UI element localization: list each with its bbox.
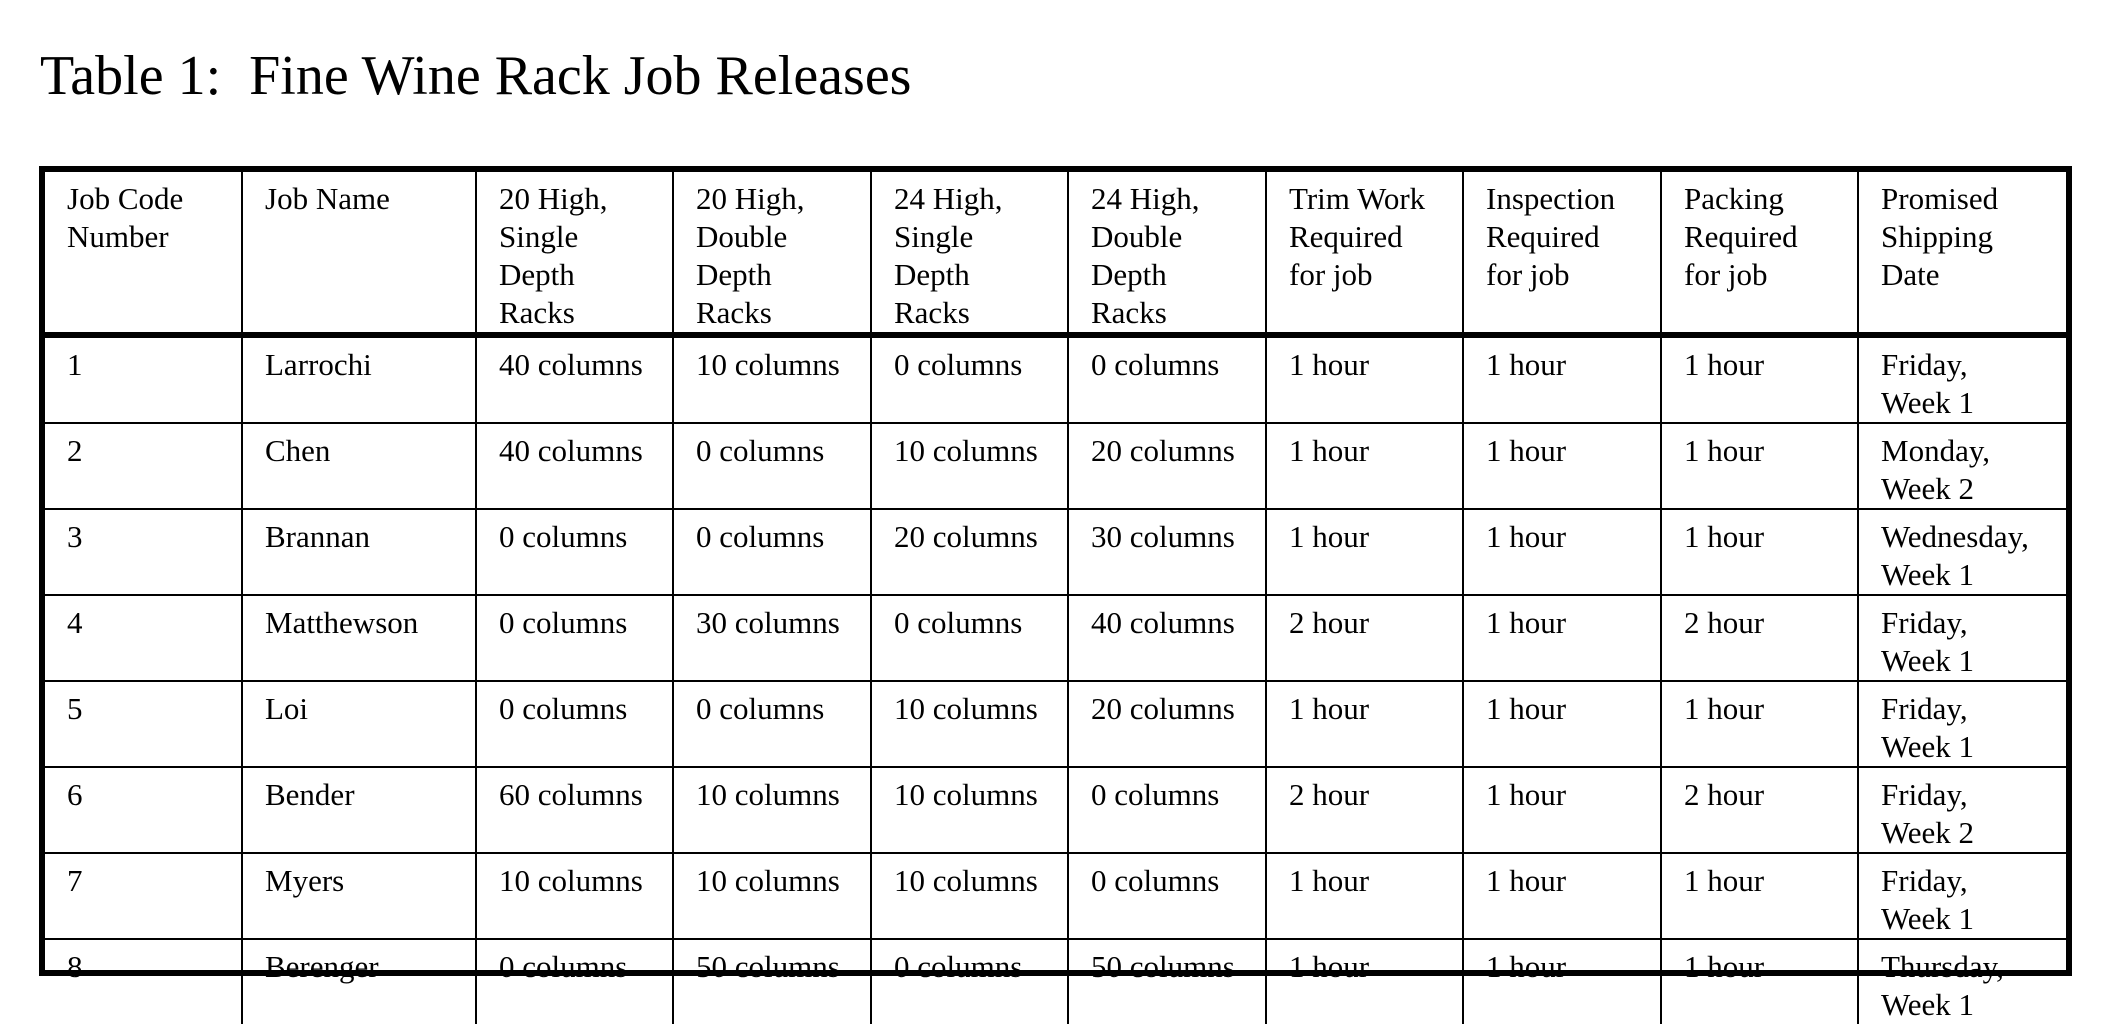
table-cell: 1 hour [1661,335,1858,423]
column-header: Inspection Required for job [1463,172,1661,335]
table-cell: 30 columns [1068,509,1266,595]
table-cell: 40 columns [476,335,673,423]
column-header: Packing Required for job [1661,172,1858,335]
table-cell: 0 columns [673,681,871,767]
column-header: Promised Shipping Date [1858,172,2066,335]
table-cell: Friday, Week 1 [1858,595,2066,681]
table-cell: 20 columns [1068,423,1266,509]
table-cell: 1 hour [1463,681,1661,767]
table-cell: Myers [242,853,476,939]
table-cell: 10 columns [673,335,871,423]
table-row [45,767,2066,853]
table-cell: 0 columns [476,509,673,595]
table-cell: 3 [45,509,242,595]
table-cell: 2 hour [1661,595,1858,681]
table-row [45,335,2066,423]
table-cell: 2 hour [1661,767,1858,853]
page-title: Table 1: Fine Wine Rack Job Releases [40,45,912,107]
column-header: Job Code Number [45,172,242,335]
job-releases-table-frame [39,166,2072,1022]
table-cell: 1 hour [1266,335,1463,423]
table-cell: 4 [45,595,242,681]
table-cell: 1 hour [1661,853,1858,939]
table-row [45,681,2066,767]
table-cell: Monday, Week 2 [1858,423,2066,509]
table-cell: Larrochi [242,335,476,423]
table-cell: 0 columns [1068,853,1266,939]
table-cell: 20 columns [1068,681,1266,767]
table-cell: 0 columns [476,595,673,681]
table-cell: 50 columns [1068,939,1266,1024]
table-cell: Friday, Week 1 [1858,853,2066,939]
table-cell: 20 columns [871,509,1068,595]
table-cell: 40 columns [476,423,673,509]
column-header: Job Name [242,172,476,335]
table-row [45,939,2066,1024]
table-cell: Friday, Week 1 [1858,681,2066,767]
table-cell: 1 hour [1463,767,1661,853]
table-cell: Wednesday, Week 1 [1858,509,2066,595]
column-header: 24 High, Double Depth Racks [1068,172,1266,335]
table-cell: 7 [45,853,242,939]
table-cell: 10 columns [476,853,673,939]
table-cell: 1 hour [1266,509,1463,595]
table-cell: 30 columns [673,595,871,681]
table-cell: 10 columns [871,853,1068,939]
table-cell: 6 [45,767,242,853]
table-cell: 2 hour [1266,595,1463,681]
table-cell: 10 columns [871,767,1068,853]
table-cell: 1 hour [1463,595,1661,681]
table-cell: Bender [242,767,476,853]
table-cell: 8 [45,939,242,1024]
table-cell: Thursday, Week 1 [1858,939,2066,1024]
table-cell: 10 columns [673,853,871,939]
table-cell: Friday, Week 1 [1858,335,2066,423]
table-cell: 1 [45,335,242,423]
table-cell: Matthewson [242,595,476,681]
table-cell: 0 columns [476,939,673,1024]
table-cell: 2 [45,423,242,509]
table-cell: 0 columns [1068,335,1266,423]
table-cell: Berenger [242,939,476,1024]
table-cell: 1 hour [1266,939,1463,1024]
table-cell: 60 columns [476,767,673,853]
table-cell: 0 columns [476,681,673,767]
table-cell: Loi [242,681,476,767]
table-cell: 0 columns [673,509,871,595]
table-row [45,595,2066,681]
table-cell: 1 hour [1463,939,1661,1024]
table-cell: 1 hour [1266,681,1463,767]
table-cell: 1 hour [1266,853,1463,939]
table-cell: 0 columns [871,595,1068,681]
table-row [45,423,2066,509]
table-cell: 5 [45,681,242,767]
table-cell: 1 hour [1661,509,1858,595]
table-cell: 1 hour [1463,853,1661,939]
table-body [45,335,2066,1024]
table-cell: 1 hour [1266,423,1463,509]
column-header: 20 High, Single Depth Racks [476,172,673,335]
table-cell: 1 hour [1661,681,1858,767]
column-header: 20 High, Double Depth Racks [673,172,871,335]
table-cell: 1 hour [1463,423,1661,509]
table-header [45,172,2066,335]
table-cell: 40 columns [1068,595,1266,681]
table-cell: 0 columns [1068,767,1266,853]
table-cell: 10 columns [871,681,1068,767]
table-cell: 10 columns [871,423,1068,509]
table-cell: Brannan [242,509,476,595]
table-cell: Friday, Week 2 [1858,767,2066,853]
table-cell: 1 hour [1463,509,1661,595]
table-cell: 1 hour [1661,939,1858,1024]
table-cell: 0 columns [673,423,871,509]
table-header-row [45,172,2066,335]
table-cell: 0 columns [871,939,1068,1024]
table-cell: 1 hour [1661,423,1858,509]
table-cell: 2 hour [1266,767,1463,853]
table-cell: 10 columns [673,767,871,853]
table-row [45,853,2066,939]
column-header: Trim Work Required for job [1266,172,1463,335]
table-row [45,509,2066,595]
table-cell: 1 hour [1463,335,1661,423]
table-cell: 0 columns [871,335,1068,423]
column-header: 24 High, Single Depth Racks [871,172,1068,335]
table-cell: 50 columns [673,939,871,1024]
table-cell: Chen [242,423,476,509]
job-releases-table [45,172,2066,1024]
